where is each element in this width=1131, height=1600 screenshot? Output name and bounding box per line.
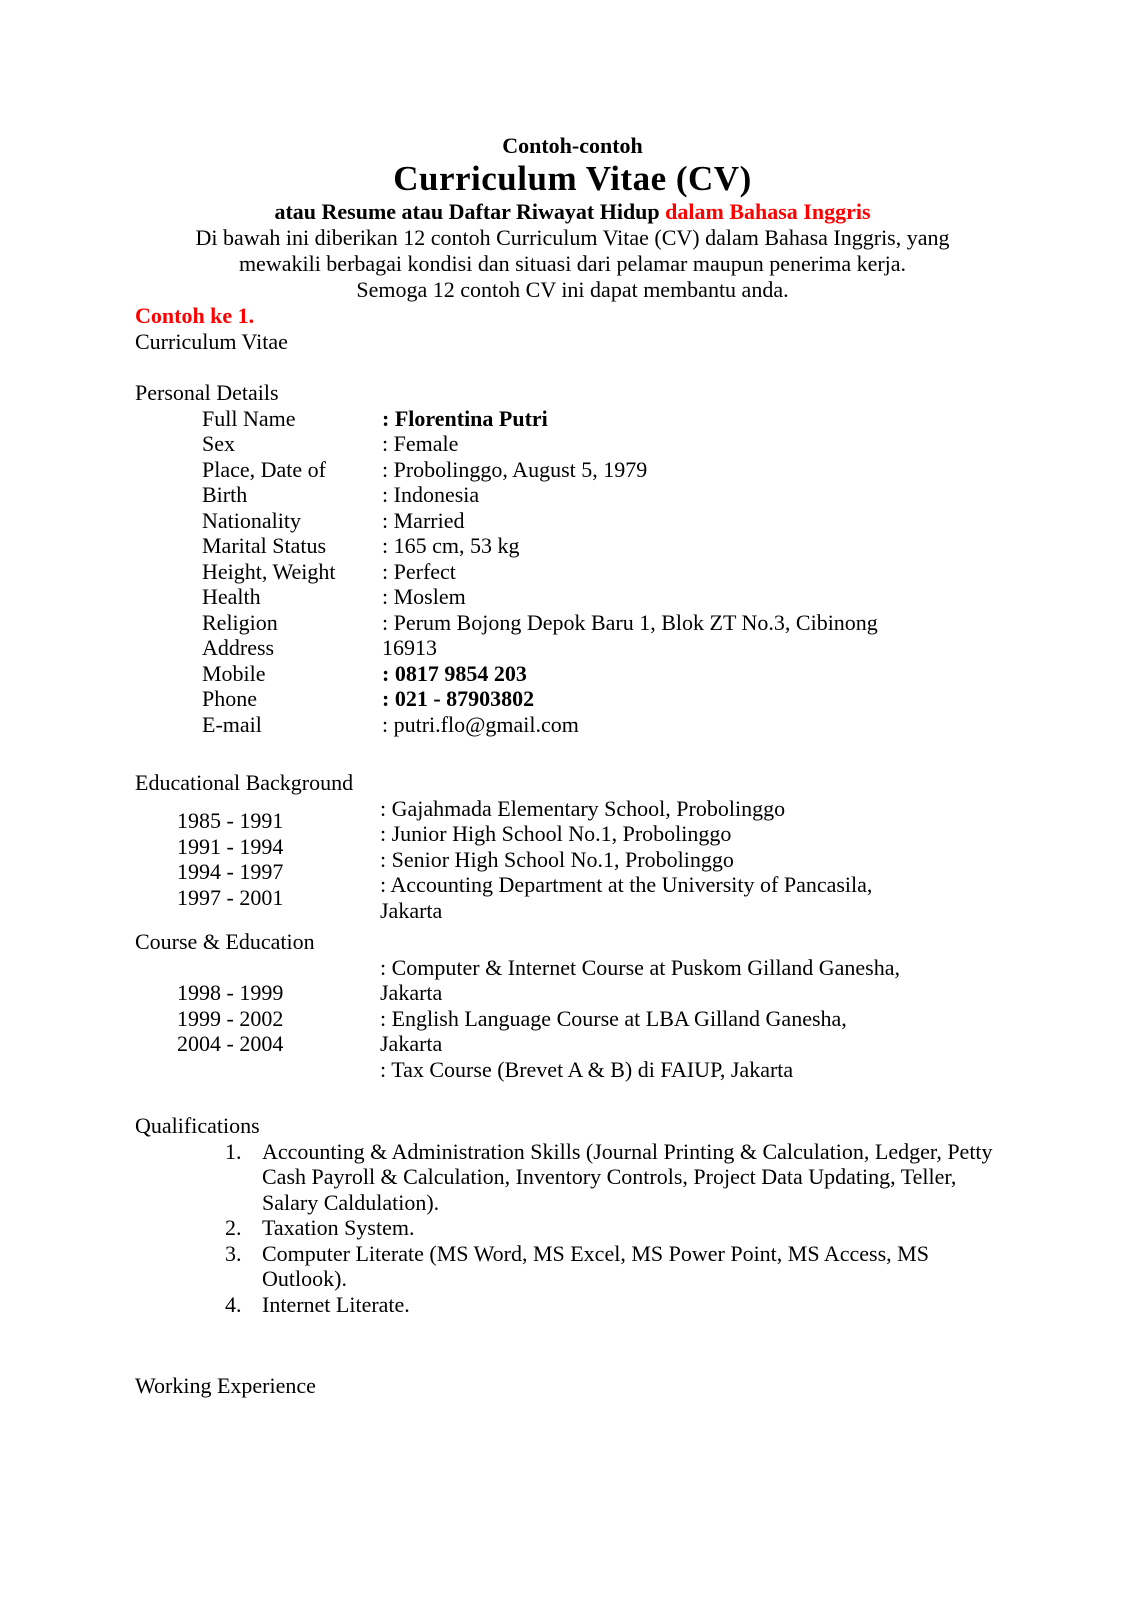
detail-value: : Florentina Putri	[382, 405, 548, 431]
intro-line-1: Di bawah ini diberikan 12 contoh Curriculum Vitae (CV) dalam Bahasa Inggris, yang	[195, 225, 950, 250]
detail-value: : Moslem	[382, 584, 466, 609]
education-entry-line: : Senior High School No.1, Probolinggo	[380, 846, 734, 872]
detail-label: Birth	[202, 482, 248, 507]
example-doc-title: Curriculum Vitae	[135, 329, 288, 354]
detail-value: : Indonesia	[382, 482, 480, 507]
personal-detail-row	[135, 584, 1010, 610]
qualification-text: Computer Literate (MS Word, MS Excel, MS Power Point, MS Access, MS Outlook).	[262, 1240, 929, 1291]
education-year: 1991 - 1994	[177, 833, 284, 859]
example-label: Contoh ke 1.	[135, 303, 255, 328]
course-year: 2004 - 2004	[177, 1031, 284, 1056]
qualification-item	[135, 1215, 1010, 1241]
education-years	[135, 796, 380, 924]
education-year: 1997 - 2001	[177, 884, 284, 910]
course-entry-line: : Tax Course (Brevet A & B) di FAIUP, Jakarta	[380, 1056, 794, 1082]
education-heading: Educational Background	[135, 770, 354, 795]
detail-label: Mobile	[202, 660, 266, 686]
personal-detail-row	[135, 686, 1010, 712]
page-title: Curriculum Vitae (CV)	[393, 159, 752, 198]
personal-detail-row	[135, 406, 1010, 432]
qualification-number: 3.	[225, 1240, 242, 1266]
course-heading: Course & Education	[135, 929, 315, 954]
qualification-number: 2.	[225, 1215, 242, 1240]
education-entry-line: : Junior High School No.1, Probolinggo	[380, 821, 732, 846]
qualifications-heading: Qualifications	[135, 1113, 260, 1138]
detail-label: Marital Status	[202, 533, 327, 558]
education-year: 1994 - 1997	[177, 859, 284, 885]
detail-value: : 0817 9854 203	[382, 660, 527, 686]
detail-label: Full Name	[202, 405, 296, 431]
personal-details-rows	[135, 406, 1010, 738]
detail-value: : Probolinggo, August 5, 1979	[382, 456, 648, 482]
education-entry-line: : Accounting Department at the University of Pancasila,	[380, 872, 873, 897]
intro-line-2: mewakili berbagai kondisi dan situasi dari pelamar maupun penerima kerja.	[238, 251, 907, 276]
qualification-item	[135, 1241, 1010, 1292]
detail-value: : 165 cm, 53 kg	[382, 533, 520, 558]
detail-value: : Female	[382, 431, 459, 456]
detail-label: Health	[202, 584, 261, 609]
personal-detail-row	[135, 610, 1010, 636]
education-entry-line: Jakarta	[380, 897, 443, 923]
detail-value: : Married	[382, 507, 465, 533]
personal-detail-row	[135, 635, 1010, 661]
detail-label: Address	[202, 635, 275, 660]
detail-label: Religion	[202, 609, 278, 635]
personal-detail-row	[135, 559, 1010, 585]
detail-label: E-mail	[202, 711, 262, 737]
detail-label: Phone	[202, 686, 257, 711]
qualification-item	[135, 1139, 1010, 1216]
personal-detail-row	[135, 431, 1010, 457]
course-entries	[380, 955, 1010, 1083]
working-experience-heading: Working Experience	[135, 1373, 316, 1398]
education-entries	[380, 796, 1010, 924]
course-block	[135, 955, 1010, 1083]
personal-detail-row	[135, 457, 1010, 483]
detail-label: Height, Weight	[202, 558, 336, 584]
personal-detail-row	[135, 533, 1010, 559]
qualification-text: Accounting & Administration Skills (Journal Printing & Calculation, Ledger, Petty Cash Payroll & Calculation, Inventory Controls, Project Data Updating, Teller, Salary Caldulation).	[262, 1138, 993, 1215]
education-block	[135, 796, 1010, 924]
qualification-text: Internet Literate.	[262, 1291, 410, 1317]
detail-label: Place, Date of	[202, 456, 326, 482]
course-years	[135, 955, 380, 1083]
personal-detail-row	[135, 661, 1010, 687]
personal-detail-row	[135, 482, 1010, 508]
course-entry-line: Jakarta	[380, 1031, 443, 1056]
qualification-item	[135, 1292, 1010, 1318]
detail-value: 16913	[382, 635, 437, 660]
subtitle-prefix: atau Resume atau Daftar Riwayat Hidup	[274, 199, 660, 224]
closing-line: Semoga 12 contoh CV ini dapat membantu anda.	[356, 277, 789, 302]
qualifications-list	[135, 1139, 1010, 1318]
course-entry-line: Jakarta	[380, 980, 443, 1005]
header-subtitle	[135, 199, 1010, 225]
course-entry-line: : Computer & Internet Course at Puskom Gilland Ganesha,	[380, 954, 900, 980]
personal-details-heading: Personal Details	[135, 380, 279, 405]
subtitle-highlight: dalam Bahasa Inggris	[665, 199, 871, 224]
detail-value: : 021 - 87903802	[382, 686, 535, 711]
detail-label: Sex	[202, 431, 235, 456]
qualification-number: 1.	[225, 1138, 242, 1164]
personal-detail-row	[135, 508, 1010, 534]
detail-label: Nationality	[202, 507, 301, 533]
header-kicker: Contoh-contoh	[502, 133, 643, 158]
detail-value: : Perfect	[382, 558, 456, 584]
course-year: 1998 - 1999	[177, 980, 284, 1005]
detail-value: : putri.flo@gmail.com	[382, 711, 579, 737]
personal-detail-row	[135, 712, 1010, 738]
detail-value: : Perum Bojong Depok Baru 1, Blok ZT No.3, Cibinong	[382, 609, 878, 635]
qualification-number: 4.	[225, 1291, 242, 1317]
education-entry-line: : Gajahmada Elementary School, Probolinggo	[380, 795, 786, 821]
qualification-text: Taxation System.	[262, 1215, 415, 1240]
course-entry-line: : English Language Course at LBA Gilland Ganesha,	[380, 1005, 847, 1031]
course-year: 1999 - 2002	[177, 1005, 284, 1031]
education-year: 1985 - 1991	[177, 808, 284, 834]
